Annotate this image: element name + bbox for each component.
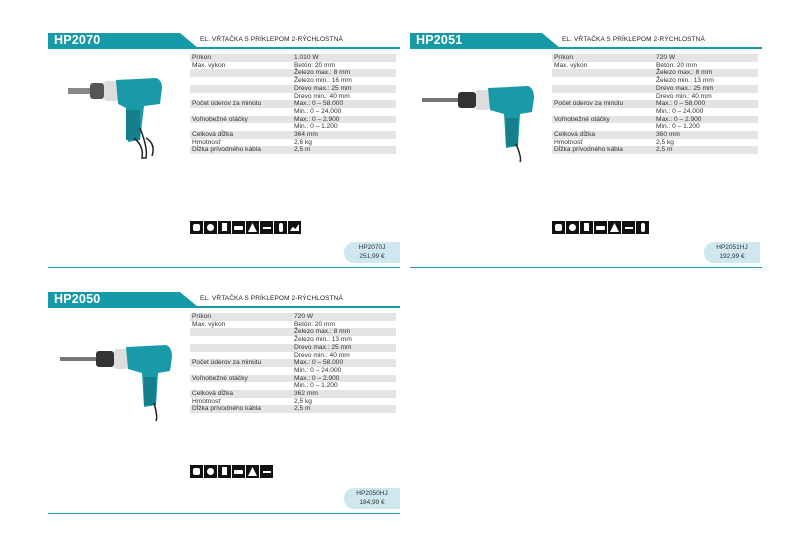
spec-label: Voľnobežné otáčky	[552, 116, 654, 124]
spec-row	[190, 352, 396, 360]
spec-label: Počet úderov za minútu	[552, 100, 654, 108]
spec-label: Dĺžka prívodného kábla	[190, 146, 292, 154]
feature-icons	[552, 221, 649, 234]
product-price: 184,99 €	[359, 499, 385, 506]
spec-label	[552, 85, 654, 93]
spec-row	[190, 313, 396, 321]
price-badge	[704, 242, 760, 263]
spec-row	[552, 131, 758, 139]
hammer-icon	[636, 221, 649, 234]
spec-label	[552, 69, 654, 77]
spec-row	[552, 62, 758, 70]
spec-label: Voľnobežné otáčky	[190, 116, 292, 124]
price-badge	[344, 488, 400, 509]
case-icon	[204, 221, 217, 234]
spec-row	[190, 344, 396, 352]
spec-value: 364 mm	[292, 131, 396, 139]
drill-image	[48, 307, 188, 422]
product-title: EL. VŔTAČKA S PRÍKLEPOM 2-RÝCHLOSTNÁ	[200, 36, 343, 43]
power-icon	[288, 221, 301, 234]
drill-image	[48, 48, 188, 163]
spec-label	[190, 85, 292, 93]
spec-label: Počet úderov za minútu	[190, 359, 292, 367]
hammer-mode-icon	[190, 465, 203, 478]
drill-image	[410, 48, 550, 163]
spec-row	[190, 131, 396, 139]
spec-value: Betón: 20 mm	[656, 61, 698, 69]
spec-value: 720 W	[292, 313, 396, 321]
reverse-icon	[260, 221, 273, 234]
spec-label	[190, 382, 292, 390]
spec-table	[552, 54, 758, 154]
spec-value: Železo max.: 8 mm	[292, 69, 396, 77]
spec-label	[552, 77, 654, 85]
product-header	[48, 33, 400, 48]
spec-row	[190, 390, 396, 398]
spec-label	[190, 108, 292, 116]
spec-value: Drevo min.: 40 mm	[294, 92, 350, 100]
spec-value: 362 mm	[292, 390, 396, 398]
spec-label: Max. výkon	[192, 61, 226, 69]
product-code: HP2051HJ	[716, 244, 748, 251]
product-price: 251,99 €	[359, 253, 385, 260]
product-price: 192,99 €	[719, 253, 745, 260]
depth-gauge-icon	[274, 221, 287, 234]
reverse-icon	[622, 221, 635, 234]
hammer-mode-icon	[190, 221, 203, 234]
gear-icon	[594, 221, 607, 234]
spec-row	[190, 359, 396, 367]
spec-label	[552, 123, 654, 131]
spec-label	[190, 328, 292, 336]
spec-label: Dĺžka prívodného kábla	[552, 146, 654, 154]
spec-label: Príkon	[190, 313, 292, 321]
spec-label: Voľnobežné otáčky	[190, 375, 292, 383]
spec-value: Max.: 0 – 2.900	[292, 116, 396, 124]
spec-label: Počet úderov za minútu	[190, 100, 292, 108]
spec-value: Min.: 0 – 1.200	[294, 382, 338, 390]
spec-row	[190, 69, 396, 77]
spec-value: 360 mm	[654, 131, 758, 139]
spec-label	[190, 344, 292, 352]
spec-row	[190, 116, 396, 124]
gear-icon	[232, 465, 245, 478]
spec-value: Min.: 0 – 1.200	[294, 123, 338, 131]
spec-label: Hmotnosť	[554, 138, 583, 146]
spec-row	[190, 62, 396, 70]
spec-row	[190, 146, 396, 154]
spec-row	[552, 108, 758, 116]
spec-row	[552, 69, 758, 77]
product-header	[410, 33, 762, 48]
spec-label	[552, 108, 654, 116]
spec-value: 2,5 m	[654, 146, 758, 154]
spec-value: Železo min.: 13 mm	[656, 77, 714, 85]
spec-value: Železo min.: 13 mm	[294, 336, 352, 344]
spec-row	[552, 93, 758, 101]
spec-value: Železo max.: 8 mm	[654, 69, 758, 77]
spec-label	[190, 77, 292, 85]
spec-value: Drevo max.: 25 mm	[292, 344, 396, 352]
chuck-icon	[218, 221, 231, 234]
spec-label: Príkon	[552, 54, 654, 62]
spec-value: 2,5 m	[292, 405, 396, 413]
model-name: HP2051	[416, 33, 463, 47]
spec-row	[552, 116, 758, 124]
spec-value: 2,6 kg	[294, 138, 312, 146]
model-name: HP2050	[54, 292, 101, 306]
spec-value: 1.010 W	[292, 54, 396, 62]
spec-row	[552, 77, 758, 85]
product-header	[48, 292, 400, 307]
spec-value: Železo max.: 8 mm	[292, 328, 396, 336]
card-divider	[48, 513, 400, 514]
spec-value: Min.: 0 – 1.200	[656, 123, 700, 131]
spec-label: Celková dĺžka	[190, 131, 292, 139]
spec-value: Min.: 0 – 24.000	[656, 107, 704, 115]
spec-label	[190, 352, 292, 360]
product-card-hp2050	[48, 292, 400, 515]
spec-table	[190, 313, 396, 413]
spec-label: Max. výkon	[192, 320, 226, 328]
spec-row	[190, 54, 396, 62]
speed-icon	[608, 221, 621, 234]
spec-label: Hmotnosť	[192, 397, 221, 405]
spec-table	[190, 54, 396, 154]
spec-value: Drevo min.: 40 mm	[294, 351, 350, 359]
reverse-icon	[260, 465, 273, 478]
chuck-icon	[580, 221, 593, 234]
speed-icon	[246, 465, 259, 478]
card-divider	[48, 267, 400, 268]
spec-row	[190, 85, 396, 93]
spec-row	[552, 54, 758, 62]
spec-label: Celková dĺžka	[552, 131, 654, 139]
spec-value: Drevo min.: 40 mm	[656, 92, 712, 100]
speed-icon	[246, 221, 259, 234]
spec-value: Drevo max.: 25 mm	[654, 85, 758, 93]
product-title: EL. VŔTAČKA S PRÍKLEPOM 2-RÝCHLOSTNÁ	[200, 295, 343, 302]
product-card-hp2051	[410, 33, 762, 260]
spec-label: Celková dĺžka	[190, 390, 292, 398]
spec-value: Max.: 0 – 58.000	[292, 100, 396, 108]
spec-value: Max.: 0 – 2.900	[654, 116, 758, 124]
feature-icons	[190, 221, 301, 234]
product-code: HP2070J	[358, 244, 386, 251]
spec-row	[552, 100, 758, 108]
spec-row	[190, 328, 396, 336]
spec-value: Betón: 20 mm	[294, 320, 336, 328]
spec-row	[190, 367, 396, 375]
spec-label: Hmotnosť	[192, 138, 221, 146]
spec-value: 2,5 kg	[656, 138, 674, 146]
spec-label	[552, 93, 654, 101]
spec-row	[552, 123, 758, 131]
product-title: EL. VŔTAČKA S PRÍKLEPOM 2-RÝCHLOSTNÁ	[562, 36, 705, 43]
spec-row	[190, 108, 396, 116]
spec-label	[190, 69, 292, 77]
feature-icons	[190, 465, 273, 478]
spec-label	[190, 367, 292, 375]
spec-value: Drevo max.: 25 mm	[292, 85, 396, 93]
spec-label: Dĺžka prívodného kábla	[190, 405, 292, 413]
spec-row	[190, 100, 396, 108]
gear-icon	[232, 221, 245, 234]
spec-row	[190, 405, 396, 413]
card-divider	[410, 267, 762, 268]
model-name: HP2070	[54, 33, 101, 47]
spec-label	[190, 336, 292, 344]
spec-label	[190, 123, 292, 131]
spec-value: Min.: 0 – 24.000	[294, 107, 342, 115]
spec-value: 2,5 kg	[294, 397, 312, 405]
spec-row	[190, 123, 396, 131]
spec-label: Príkon	[190, 54, 292, 62]
spec-value: Max.: 0 – 58.000	[654, 100, 758, 108]
case-icon	[204, 465, 217, 478]
spec-value: Max.: 0 – 58.000	[292, 359, 396, 367]
hammer-mode-icon	[552, 221, 565, 234]
spec-row	[190, 375, 396, 383]
spec-row	[552, 146, 758, 154]
spec-value: Max.: 0 – 2.900	[292, 375, 396, 383]
spec-label: Max. výkon	[554, 61, 588, 69]
price-badge	[344, 242, 400, 263]
chuck-icon	[218, 465, 231, 478]
spec-row	[190, 93, 396, 101]
spec-label	[190, 93, 292, 101]
spec-value: Železo min.: 16 mm	[294, 77, 352, 85]
spec-value: Betón: 20 mm	[294, 61, 336, 69]
case-icon	[566, 221, 579, 234]
spec-row	[190, 77, 396, 85]
product-code: HP2050HJ	[356, 490, 388, 497]
spec-row	[190, 336, 396, 344]
spec-value: 720 W	[654, 54, 758, 62]
product-card-hp2070	[48, 33, 400, 260]
spec-row	[190, 382, 396, 390]
spec-value: Min.: 0 – 24.000	[294, 366, 342, 374]
spec-value: 2,5 m	[292, 146, 396, 154]
spec-row	[552, 85, 758, 93]
spec-row	[190, 321, 396, 329]
